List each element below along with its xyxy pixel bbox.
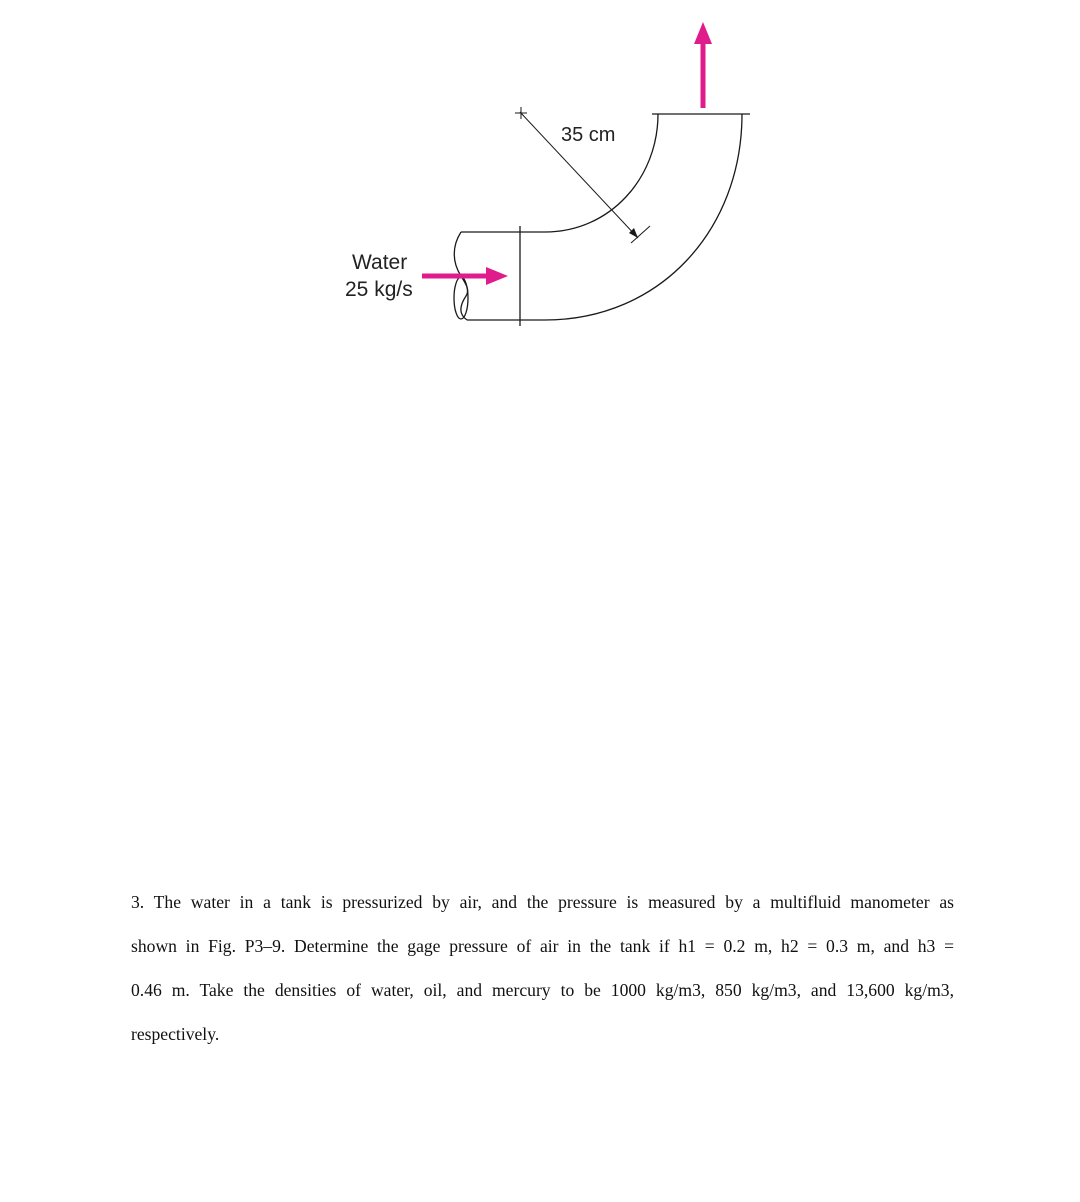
- inlet-fluid-label: Water: [352, 251, 408, 274]
- elbow-outer-curve: [520, 114, 742, 320]
- elbow-diagram: [0, 0, 1080, 360]
- problem-line-1: 3. The water in a tank is pressurized by air, and the pressure is measured by a multifluid manometer as: [131, 892, 954, 912]
- problem-line-4: respectively.: [131, 1024, 220, 1044]
- flow-rate-label: 25 kg/s: [345, 278, 413, 301]
- radius-label: 35 cm: [561, 124, 616, 146]
- problem-statement: [131, 880, 954, 1056]
- problem-line-2: shown in Fig. P3–9. Determine the gage pressure of air in the tank if h1 = 0.2 m, h2 = 0.3 m, and h3 =: [131, 936, 954, 956]
- inlet-arrow-head: [486, 267, 508, 285]
- outlet-arrow-head: [694, 22, 712, 44]
- problem-line-3: 0.46 m. Take the densities of water, oil, and mercury to be 1000 kg/m3, 850 kg/m3, and 13,600 kg/m3,: [131, 980, 954, 1000]
- elbow-figure: [0, 0, 1080, 360]
